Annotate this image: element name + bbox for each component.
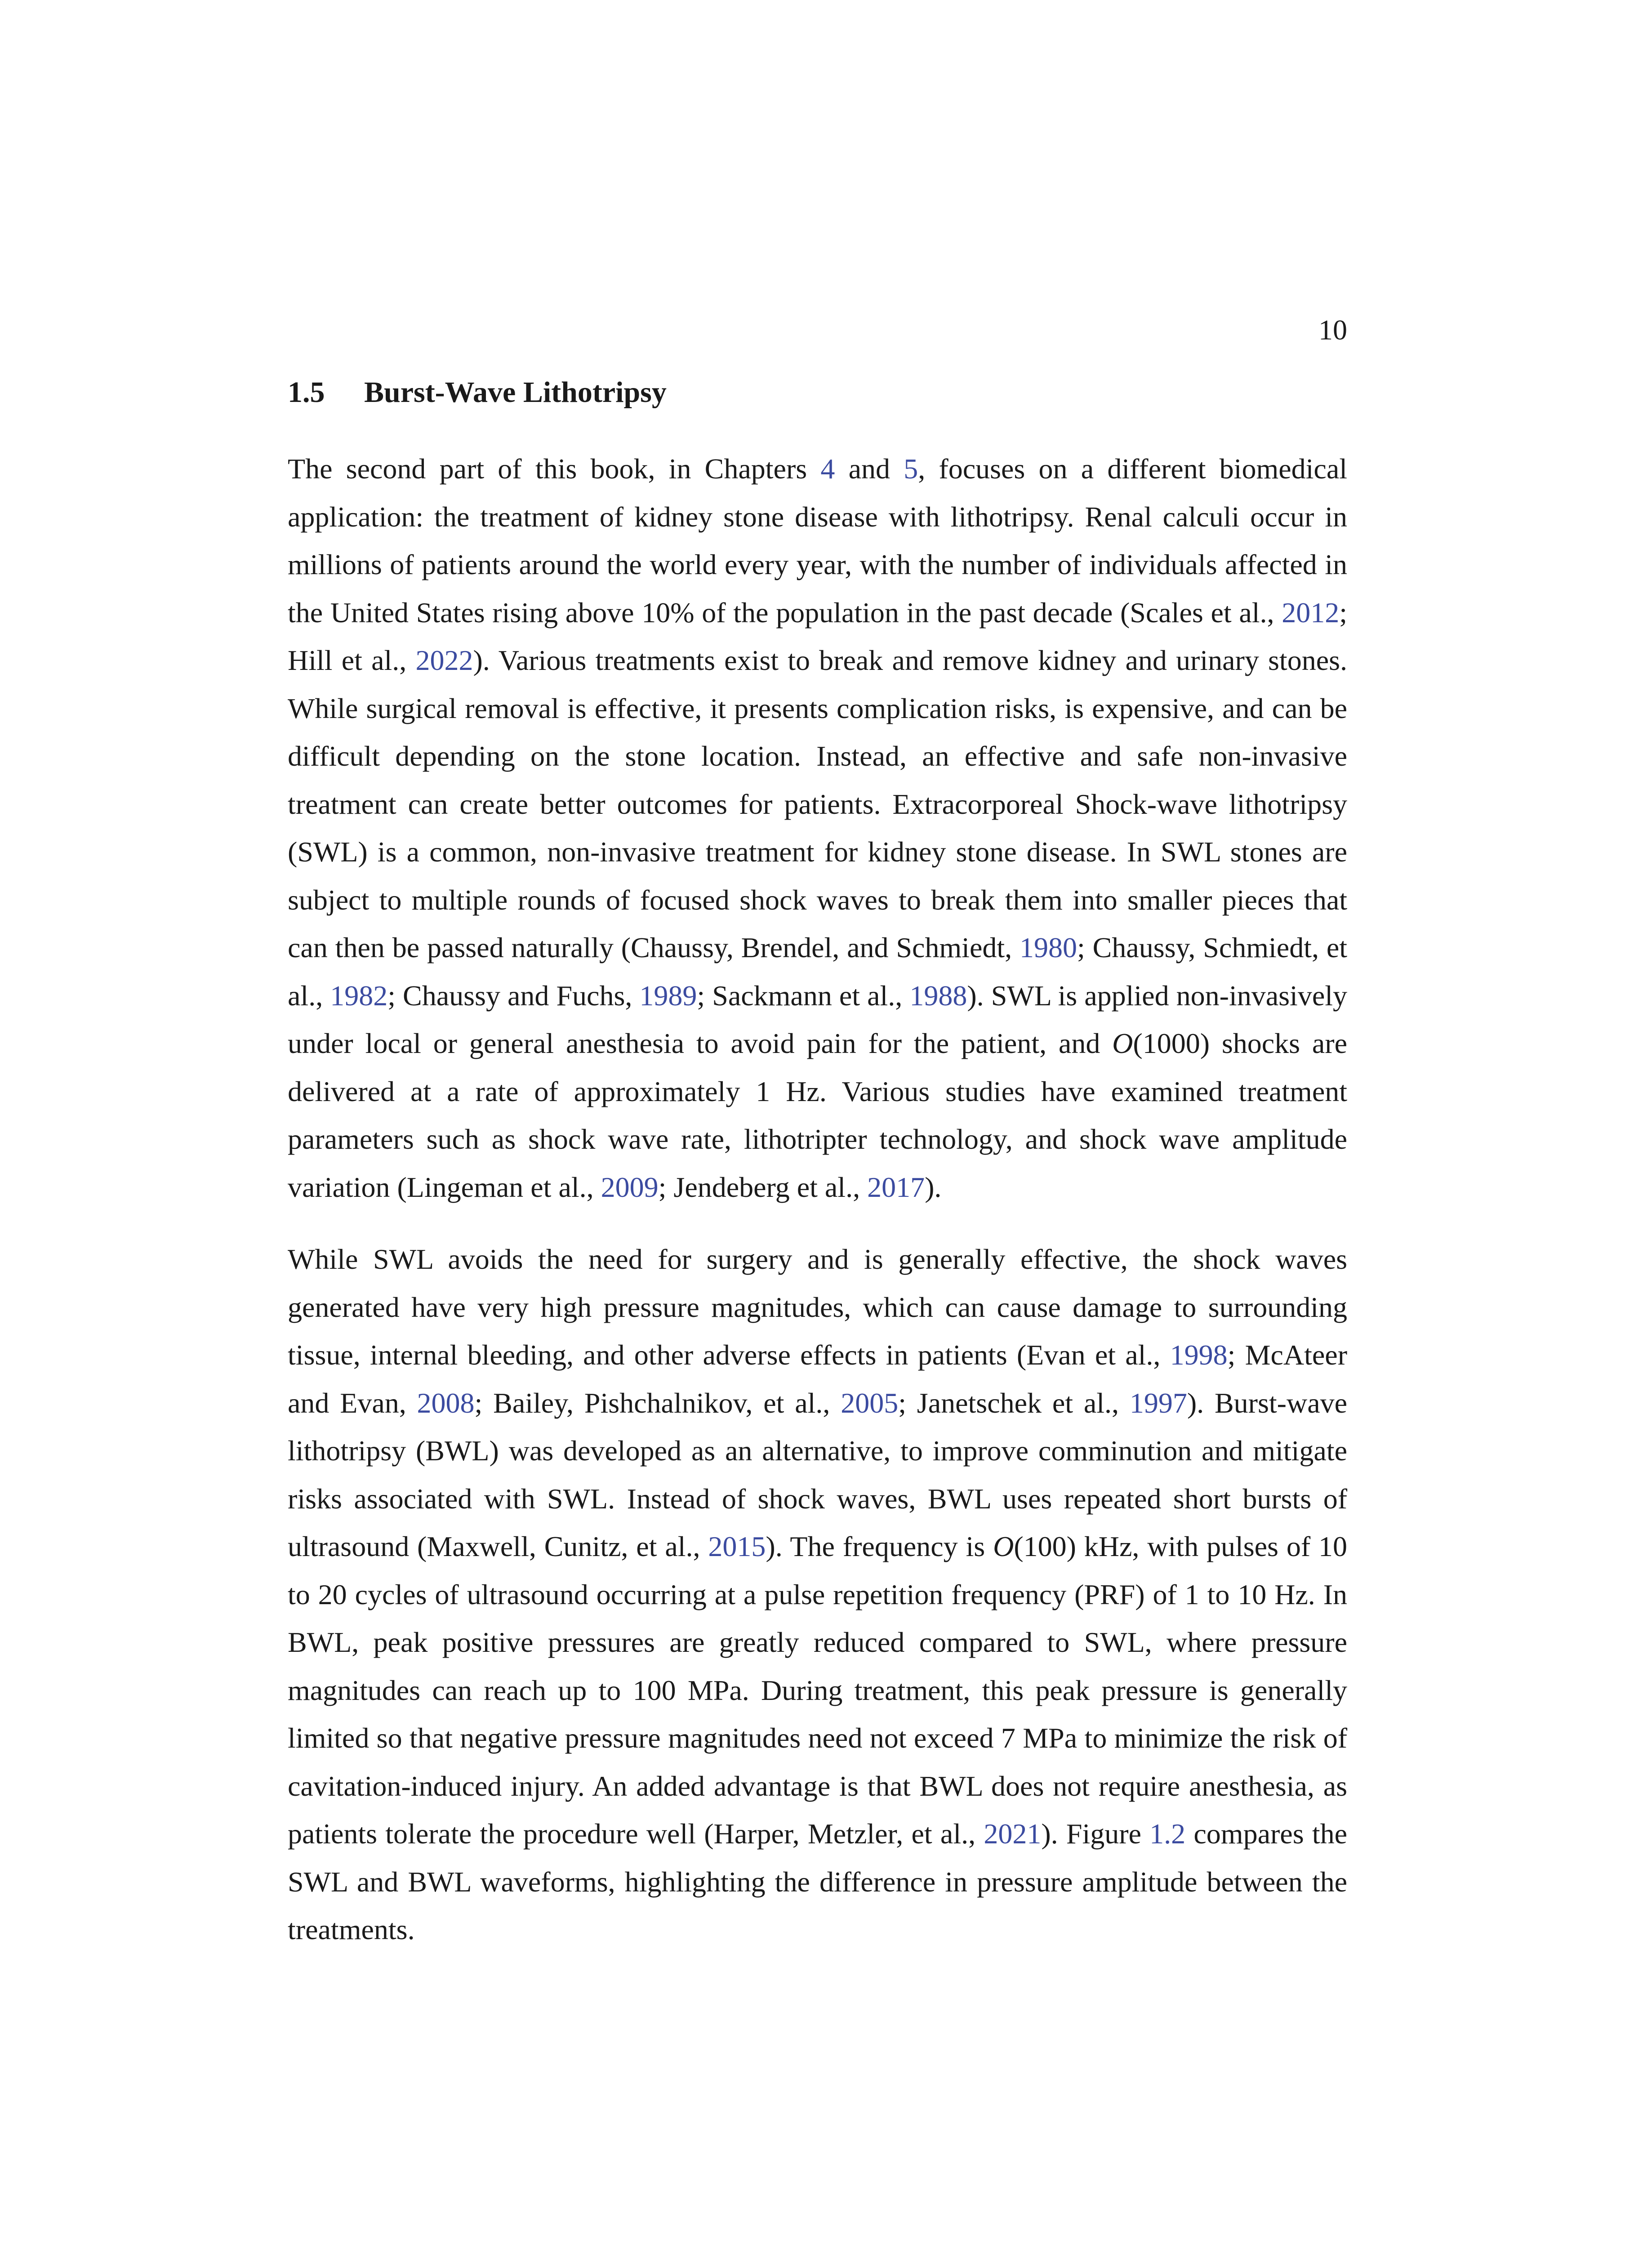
math-symbol: O xyxy=(1112,1027,1133,1059)
citation-link[interactable]: 1988 xyxy=(909,979,967,1012)
citation-link[interactable]: 2005 xyxy=(841,1387,899,1419)
page-number: 10 xyxy=(1318,314,1347,346)
figure-link[interactable]: 1.2 xyxy=(1149,1818,1186,1850)
citation-link[interactable]: 2012 xyxy=(1282,596,1340,629)
citation-link[interactable]: 2009 xyxy=(601,1171,659,1203)
text-run: ; Jendeberg et al., xyxy=(658,1171,868,1203)
paragraph-2 xyxy=(288,1236,1347,1954)
citation-link[interactable]: 1998 xyxy=(1170,1339,1228,1371)
body-text xyxy=(288,445,1347,1954)
text-run: ; McAteer and Evan, xyxy=(288,1339,1348,1419)
text-run: The second part of this book, in Chapters xyxy=(288,453,821,485)
paragraph-1 xyxy=(288,445,1347,1211)
citation-link[interactable]: 2021 xyxy=(984,1818,1042,1850)
text-run: ; Sackmann et al., xyxy=(697,979,910,1012)
math-symbol: O xyxy=(993,1530,1014,1562)
text-run: ; Chaussy and Fuchs, xyxy=(387,979,640,1012)
text-run: , focuses on a different biomedical application: the treatment of kidney stone disease with lithotripsy. Renal calculi occur in millions of patients around the world every year, with the number of individuals affected in the United States rising above 10% of the population in the past decade (Scales et al., xyxy=(288,453,1348,629)
text-run: ). Various treatments exist to break and remove kidney and urinary stones. While surgical removal is effective, it presents complication risks, is expensive, and can be difficult depending on the stone location. Instead, an effective and safe non-invasive treatment can create better outcomes for patients. Extracorporeal Shock-wave lithotripsy (SWL) is a common, non-invasive treatment for kidney stone disease. In SWL stones are subject to multiple rounds of focused shock waves to break them into smaller pieces that can then be passed naturally (Chaussy, Brendel, and Schmiedt, xyxy=(288,644,1348,963)
text-run: ; Hill et al., xyxy=(288,596,1347,676)
citation-link[interactable]: 1989 xyxy=(639,979,697,1012)
text-run: ). SWL is applied non-invasively under local or general anesthesia to avoid pain for the patient, and xyxy=(288,979,1348,1059)
citation-link[interactable]: 1980 xyxy=(1019,932,1077,963)
text-run: compares the SWL and BWL waveforms, highlighting the difference in pressure amplitude between the treatments. xyxy=(288,1818,1348,1945)
citation-link[interactable]: 2008 xyxy=(417,1387,475,1419)
text-run: ). Burst-wave lithotripsy (BWL) was developed as an alternative, to improve comminution and mitigate risks associated with SWL. Instead of shock waves, BWL uses repeated short bursts of ultrasound (Maxwell, Cunitz, et al., xyxy=(288,1387,1348,1562)
citation-link[interactable]: 1997 xyxy=(1129,1387,1187,1419)
citation-link[interactable]: 1982 xyxy=(330,979,388,1012)
section-heading xyxy=(288,375,667,410)
text-run: (1000) shocks are delivered at a rate of approximately 1 Hz. Various studies have examined treatment parameters such as shock wave rate, lithotripter technology, and shock wave amplitude variation (Lingeman et al., xyxy=(288,1027,1348,1203)
text-run: (100) kHz, with pulses of 10 to 20 cycles of ultrasound occurring at a pulse repetition frequency (PRF) of 1 to 10 Hz. In BWL, peak positive pressures are greatly reduced compared to SWL, where pressure magnitudes can reach up to 100 MPa. During treatment, this peak pressure is generally limited so that negative pressure magnitudes need not exceed 7 MPa to minimize the risk of cavitation-induced injury. An added advantage is that BWL does not require anesthesia, as patients tolerate the procedure well (Harper, Metzler, et al., xyxy=(288,1530,1348,1850)
text-run: ; Bailey, Pishchalnikov, et al., xyxy=(474,1387,841,1419)
text-run: ). Figure xyxy=(1041,1818,1150,1850)
citation-link[interactable]: 2017 xyxy=(867,1171,925,1203)
text-run: ). The frequency is xyxy=(766,1530,993,1562)
text-run: ; Chaussy, Schmiedt, et al., xyxy=(288,932,1348,1012)
citation-link[interactable]: 2015 xyxy=(708,1530,766,1562)
text-run: ; Janetschek et al., xyxy=(898,1387,1130,1419)
section-title: Burst-Wave Lithotripsy xyxy=(364,376,667,409)
chapter-link[interactable]: 5 xyxy=(904,453,918,485)
chapter-link[interactable]: 4 xyxy=(820,453,835,485)
text-run: and xyxy=(835,453,904,485)
text-run: ). xyxy=(925,1171,942,1203)
section-number: 1.5 xyxy=(288,376,325,409)
text-run: While SWL avoids the need for surgery and is generally effective, the shock waves generated have very high pressure magnitudes, which can cause damage to surrounding tissue, internal bleeding, and other adverse effects in patients (Evan et al., xyxy=(288,1243,1347,1371)
citation-link[interactable]: 2022 xyxy=(415,644,473,676)
